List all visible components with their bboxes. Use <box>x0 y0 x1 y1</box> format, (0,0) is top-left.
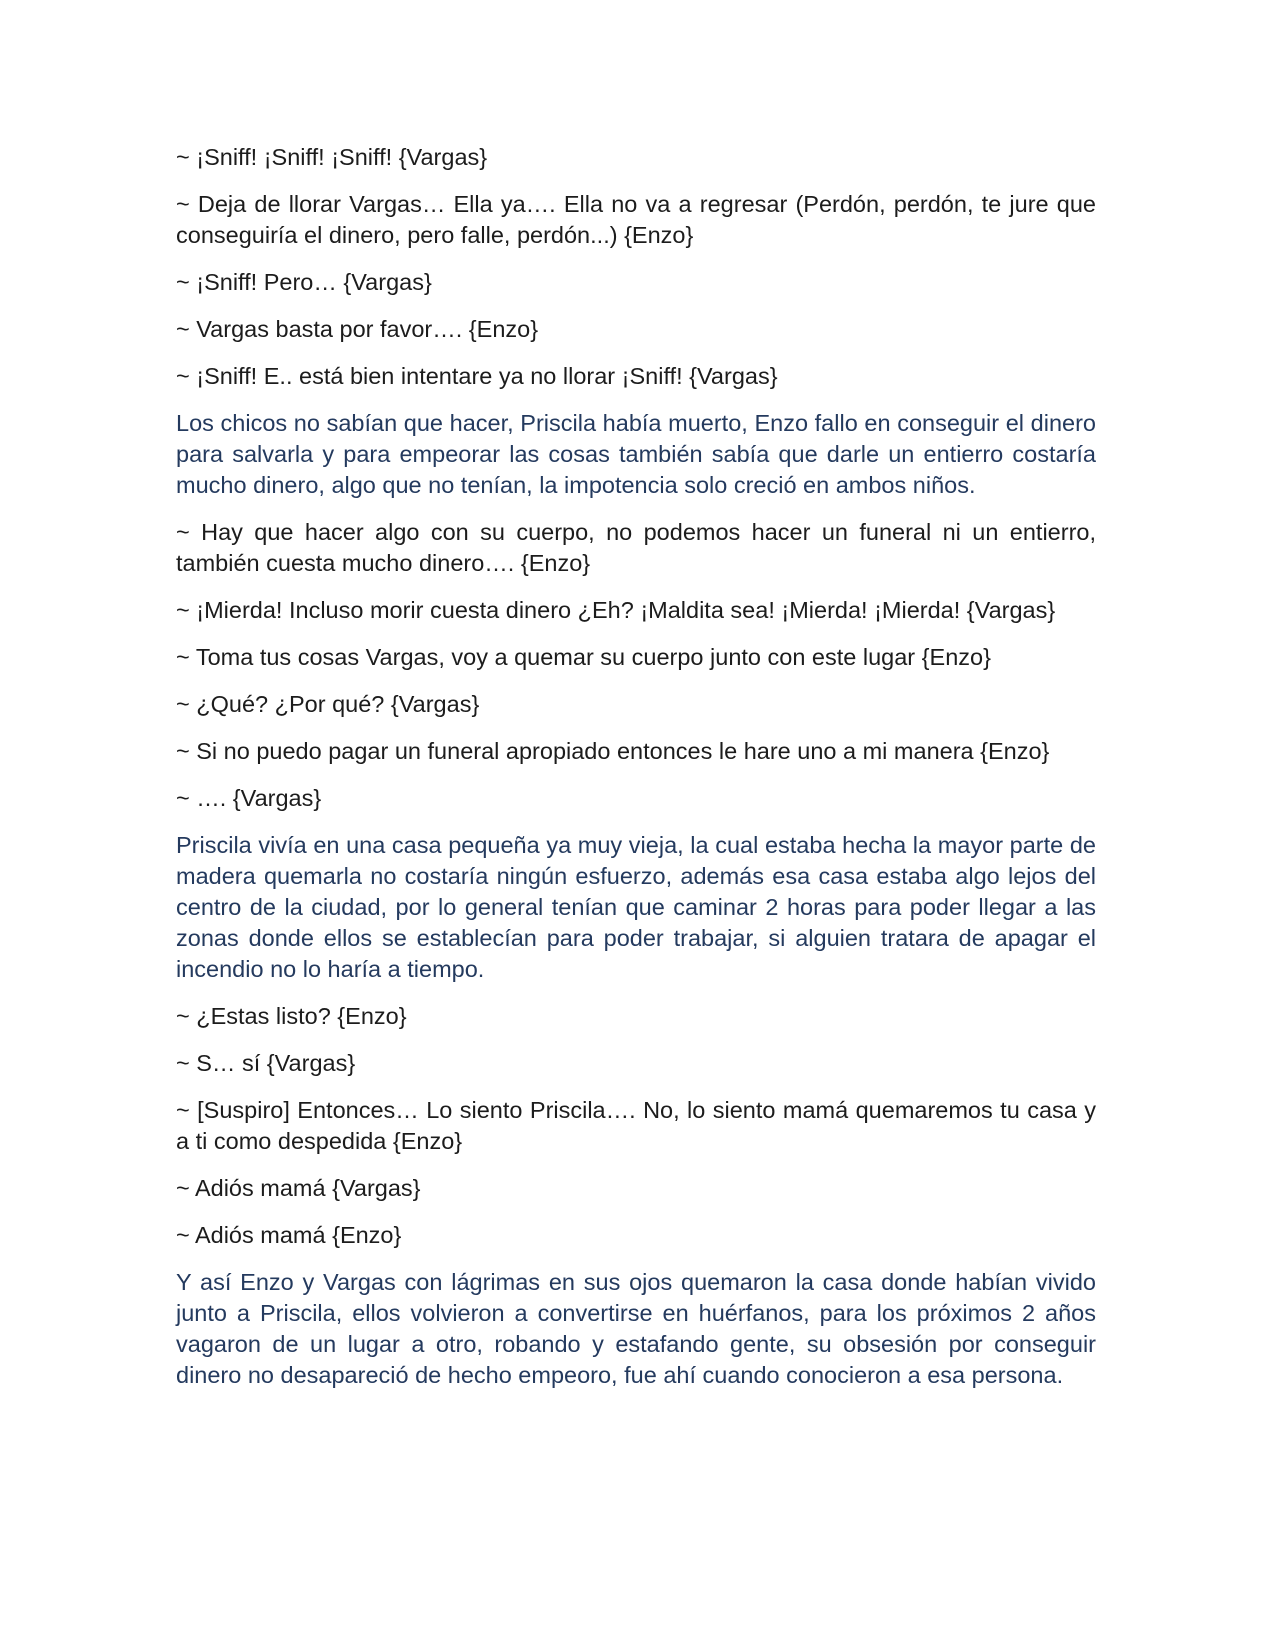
dialogue-line: ~ ¡Sniff! Pero… {Vargas} <box>176 269 432 295</box>
dialogue-line: ~ ¡Sniff! ¡Sniff! ¡Sniff! {Vargas} <box>176 144 488 170</box>
dialogue-line: ~ ¿Estas listo? {Enzo} <box>176 1003 407 1029</box>
dialogue-line: ~ ¡Sniff! E.. está bien intentare ya no llorar ¡Sniff! {Vargas} <box>176 363 778 389</box>
dialogue-line: ~ Adiós mamá {Enzo} <box>176 1222 402 1248</box>
narration-paragraph: Y así Enzo y Vargas con lágrimas en sus ojos quemaron la casa donde habían vivido junto a Priscila, ellos volvieron a convertirse en huérfanos, para los próximos 2 años vagaron de un lugar a otro, robando y estafando gente, su obsesión por conseguir dinero no desapareció de hecho empeoro, fue ahí cuando conocieron a esa persona. <box>176 1269 1096 1388</box>
dialogue-line: ~ Toma tus cosas Vargas, voy a quemar su cuerpo junto con este lugar {Enzo} <box>176 644 991 670</box>
narration-paragraph: Los chicos no sabían que hacer, Priscila había muerto, Enzo fallo en conseguir el dinero para salvarla y para empeorar las cosas también sabía que darle un entierro costaría mucho dinero, algo que no tenían, la impotencia solo creció en ambos niños. <box>176 410 1096 498</box>
document-page <box>176 142 1096 1407</box>
dialogue-line: ~ ¡Mierda! Incluso morir cuesta dinero ¿Eh? ¡Maldita sea! ¡Mierda! ¡Mierda! {Vargas} <box>176 597 1056 623</box>
dialogue-line: ~ Deja de llorar Vargas… Ella ya…. Ella no va a regresar (Perdón, perdón, te jure que conseguiría el dinero, pero falle, perdón...) {Enzo} <box>176 191 1096 248</box>
dialogue-line: ~ Si no puedo pagar un funeral apropiado entonces le hare uno a mi manera {Enzo} <box>176 738 1050 764</box>
dialogue-line: ~ ¿Qué? ¿Por qué? {Vargas} <box>176 691 480 717</box>
dialogue-line: ~ [Suspiro] Entonces… Lo siento Priscila…. No, lo siento mamá quemaremos tu casa y a ti como despedida {Enzo} <box>176 1097 1096 1154</box>
dialogue-line: ~ Vargas basta por favor…. {Enzo} <box>176 316 539 342</box>
narration-paragraph: Priscila vivía en una casa pequeña ya muy vieja, la cual estaba hecha la mayor parte de madera quemarla no costaría ningún esfuerzo, además esa casa estaba algo lejos del centro de la ciudad, por lo general tenían que caminar 2 horas para poder llegar a las zonas donde ellos se establecían para poder trabajar, si alguien tratara de apagar el incendio no lo haría a tiempo. <box>176 832 1096 982</box>
dialogue-line: ~ S… sí {Vargas} <box>176 1050 356 1076</box>
dialogue-line: ~ Hay que hacer algo con su cuerpo, no podemos hacer un funeral ni un entierro, también cuesta mucho dinero…. {Enzo} <box>176 519 1096 576</box>
dialogue-line: ~ …. {Vargas} <box>176 785 322 811</box>
dialogue-line: ~ Adiós mamá {Vargas} <box>176 1175 421 1201</box>
